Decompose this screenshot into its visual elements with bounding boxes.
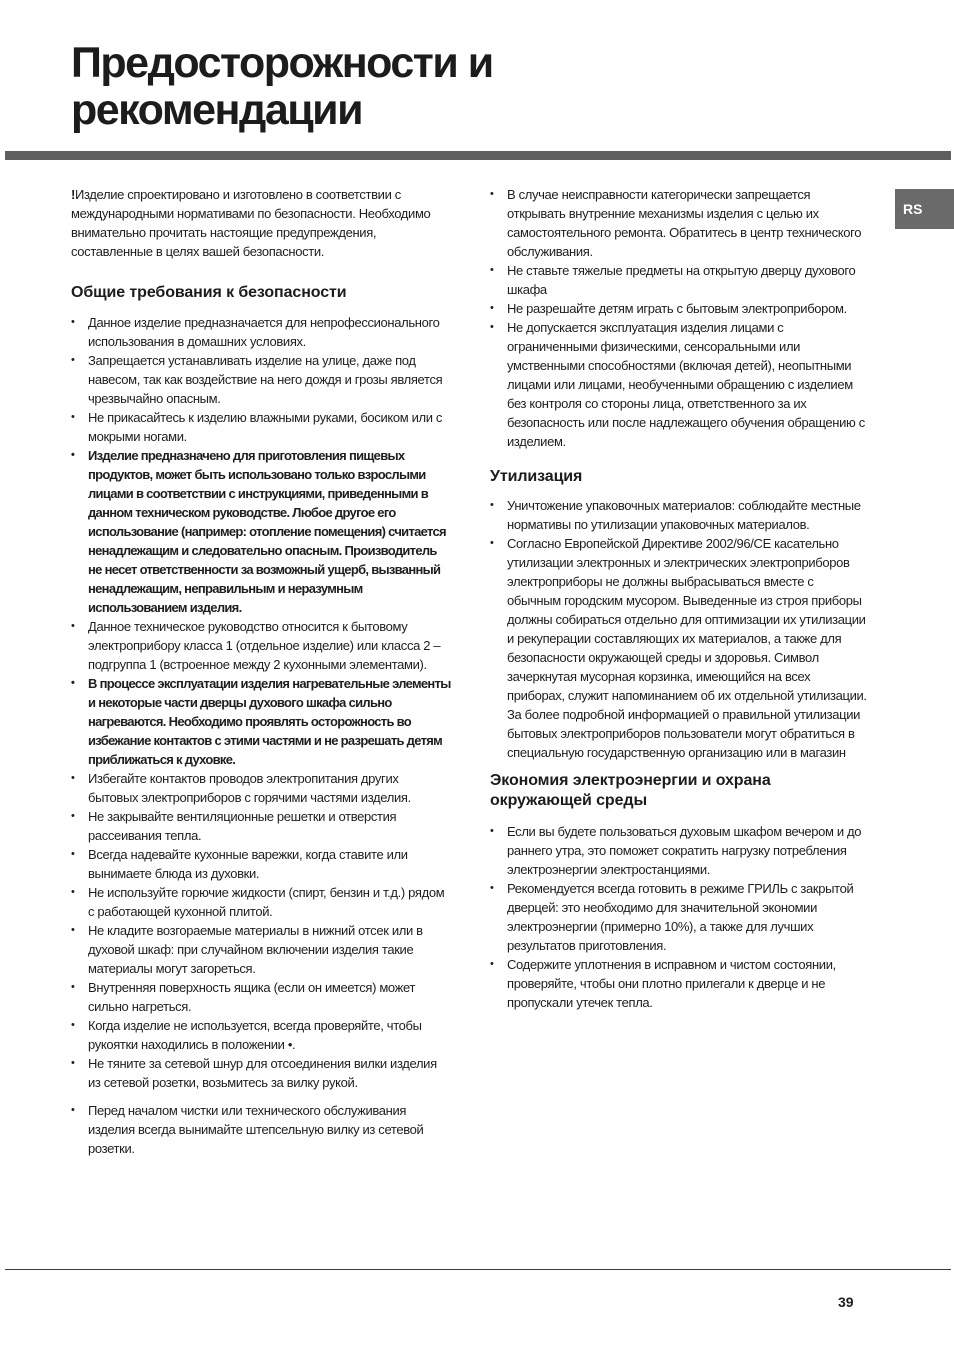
- left-column: [71, 185, 451, 1158]
- list-item: • Не закрывайте вентиляционные решетки и отверстия рассеивания тепла.: [71, 807, 451, 845]
- footer-divider: [5, 1269, 951, 1270]
- page-number: 39: [838, 1294, 854, 1310]
- list-item: • Не тяните за сетевой шнур для отсоединения вилки изделия из сетевой розетки, возьмитесь за вилку рукой.: [71, 1054, 451, 1092]
- list-item: • Запрещается устанавливать изделие на улице, даже под навесом, так как воздействие на него дождя и грозы является чрезвычайно опасным.: [71, 351, 451, 408]
- list-item: • Всегда надевайте кухонные варежки, когда ставите или вынимаете блюда из духовки.: [71, 845, 451, 883]
- list-item: • Содержите уплотнения в исправном и чистом состоянии, проверяйте, чтобы они плотно прилегали к дверце и не пропускали утечек тепла.: [490, 955, 868, 1012]
- language-tab: RS: [895, 189, 954, 229]
- section-heading-disposal: Утилизация: [490, 468, 583, 485]
- general-safety-list: [71, 313, 451, 1158]
- section-heading-energy-line-1: Экономия электроэнергии и охрана: [490, 772, 771, 789]
- list-item: • Данное техническое руководство относится к бытовому электроприбору класса 1 (отдельное изделие) или класса 2 – подгруппа 1 (встроенное между 2 кухонными элементами).: [71, 617, 451, 674]
- page-title-line-2: рекомендации: [71, 86, 363, 134]
- warning-icon: !: [71, 187, 75, 202]
- list-item: • Не используйте горючие жидкости (спирт, бензин и т.д.) рядом с работающей кухонной плитой.: [71, 883, 451, 921]
- section-heading-energy-saving: [490, 771, 868, 811]
- list-item: • Не допускается эксплуатация изделия лицами с ограниченными физическими, сенсоральными или умственными способностями (включая детей), неопытными лицами или лицами, необученными обращению с изделием без контроля со стороны лица, ответственного за их безопасность или после надлежащего обучения обращению с изделием.: [490, 318, 868, 451]
- list-item: • Когда изделие не используется, всегда проверяйте, чтобы рукоятки находились в положении •.: [71, 1016, 451, 1054]
- list-item: • Согласно Европейской Директиве 2002/96/CE касательно утилизации электронных и электрических электроприборов электроприборы не должны выбрасываться вместе с обычным городским мусором. Выведенные из строя приборы должны собираться отдельно для оптимизации их утилизации и рекуперации составляющих их материалов, а также для безопасности окружающей среды и здоровья. Символ зачеркнутая мусорная корзинка, имеющийся на всех приборах, служит напоминанием об их отдельной утилизации. За более подробной информацией о правильной утилизации бытовых электроприборов пользователи могут обратиться в специальную государственную организацию или в магазин: [490, 534, 868, 762]
- right-column: [490, 185, 868, 1012]
- intro-text: Изделие спроектировано и изготовлено в соответствии с международными нормативами по безопасности. Необходимо внимательно прочитать настоящие предупреждения, составленные в целях вашей безопасности.: [71, 187, 431, 259]
- list-item: • Если вы будете пользоваться духовым шкафом вечером и до раннего утра, это поможет сократить нагрузку потребления электроэнергии электростанциями.: [490, 822, 868, 879]
- list-item: • Перед началом чистки или технического обслуживания изделия всегда вынимайте штепсельную вилку из сетевой розетки.: [71, 1101, 451, 1158]
- energy-saving-list: [490, 822, 868, 1012]
- section-heading-general-safety: Общие требования к безопасности: [71, 284, 347, 301]
- page-title-line-1: Предосторожности и: [71, 39, 493, 87]
- list-item: • Данное изделие предназначается для непрофессионального использования в домашних условиях.: [71, 313, 451, 351]
- general-safety-list-continued: [490, 185, 868, 451]
- list-item: • Уничтожение упаковочных материалов: соблюдайте местные нормативы по утилизации упаковочных материалов.: [490, 496, 868, 534]
- list-item: • Не кладите возгораемые материалы в нижний отсек или в духовой шкаф: при случайном включении изделия такие материалы могут загореться.: [71, 921, 451, 978]
- list-item: • Не ставьте тяжелые предметы на открытую дверцу духового шкафа: [490, 261, 868, 299]
- list-item: • Избегайте контактов проводов электропитания других бытовых электроприборов с горячими частями изделия.: [71, 769, 451, 807]
- list-item: • Внутренняя поверхность ящика (если он имеется) может сильно нагреться.: [71, 978, 451, 1016]
- page-title: [71, 40, 631, 134]
- intro-paragraph: [71, 185, 451, 261]
- list-item: • Рекомендуется всегда готовить в режиме ГРИЛЬ с закрытой дверцей: это необходимо для значительной экономии электроэнергии (примерно 10%), а также для лучших результатов приготовления.: [490, 879, 868, 955]
- list-item: • Не разрешайте детям играть с бытовым электроприбором.: [490, 299, 868, 318]
- list-item: • В случае неисправности категорически запрещается открывать внутренние механизмы изделия с целью их самостоятельного ремонта. Обратитесь в центр технического обслуживания.: [490, 185, 868, 261]
- header-divider: [5, 151, 951, 160]
- list-item: • В процессе эксплуатации изделия нагревательные элементы и некоторые части дверцы духового шкафа сильно нагреваются. Необходимо проявлять осторожность во избежание контактов с этими частями и не разрешать детям приближаться к духовке.: [71, 674, 451, 769]
- section-heading-energy-line-2: окружающей среды: [490, 792, 648, 809]
- list-item: • Изделие предназначено для приготовления пищевых продуктов, может быть использовано только взрослыми лицами в соответствии с инструкциями, приведенными в данном техническом руководстве. Любое другое его использование (например: отопление помещения) считается ненадлежащим и следовательно опасным. Производитель не несет ответственности за возможный ущерб, вызванный ненадлежащим, неправильным и неразумным использованием изделия.: [71, 446, 451, 617]
- list-item: • Не прикасайтесь к изделию влажными руками, босиком или с мокрыми ногами.: [71, 408, 451, 446]
- disposal-list: [490, 496, 868, 762]
